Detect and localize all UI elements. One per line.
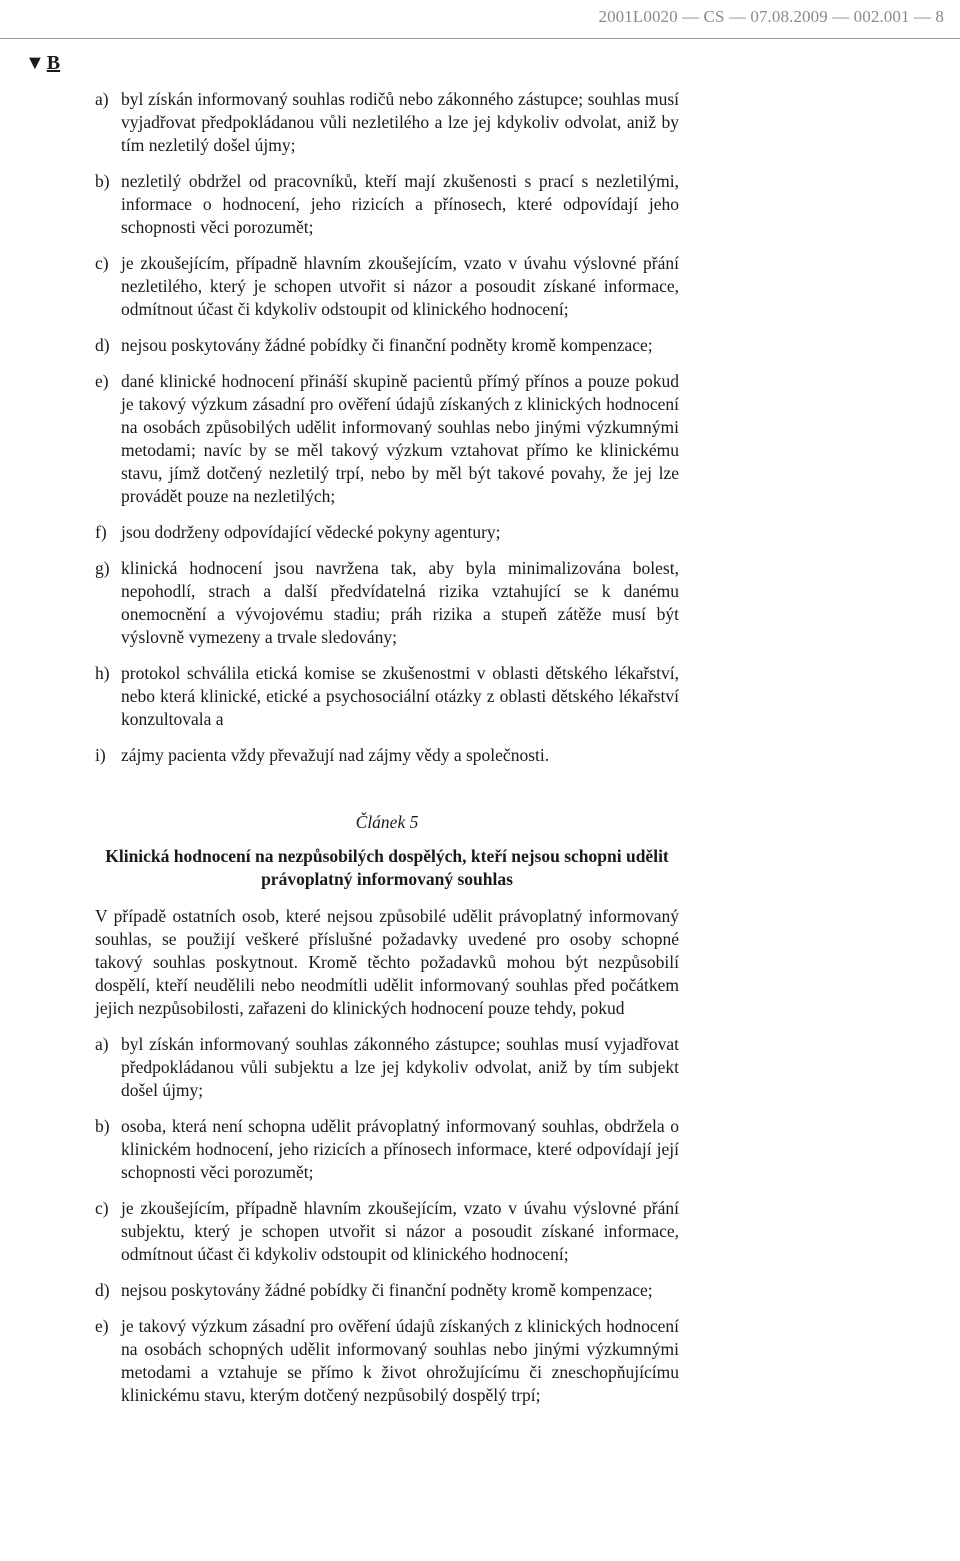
article-number: Článek 5 [355,812,419,832]
item-text: klinická hodnocení jsou navržena tak, aby byla minimalizována bolest, nepohodlí, strach a další předvídatelná rizika vztahující se k danému onemocnění a vývojovému stadiu; práh rizika a stupeň zátěže musí být výslovně vymezeny a trvale sledovány; [121,558,679,647]
item-letter: d) [95,1280,110,1300]
item-letter: a) [95,89,109,109]
marker-letter: B [46,52,61,74]
item-letter: h) [95,663,110,683]
item-text: dané klinické hodnocení přináší skupině pacientů přímý přínos a pouze pokud je takový výzkum zásadní pro ověření údajů získaných z klinických hodnocení na osobách způsobilých udělit informovaný souhlas nebo jinými výzkumnými metodami; navíc by se měl takový výzkum vztahovat přímo ke klinickému stavu, jímž dotčený nezletilý trpí, nebo by měl být takové povahy, že jej lze provádět pouze na nezletilých; [121,371,679,506]
item-letter: c) [95,253,109,273]
section-marker [25,52,60,75]
item-text: osoba, která není schopna udělit právoplatný informovaný souhlas, obdržela o klinickém hodnocení, jeho rizicích a přínosech informace, které odpovídají její schopnosti věci porozumět; [121,1116,679,1182]
list-item-d [95,334,679,357]
item-letter: a) [95,1034,109,1054]
item-text: nejsou poskytovány žádné pobídky či finanční podněty kromě kompenzace; [121,335,653,355]
item-letter: e) [95,371,109,391]
article-title: Klinická hodnocení na nezpůsobilých dospělých, kteří nejsou schopni udělit právoplatný informovaný souhlas [105,846,669,889]
item-text: jsou dodrženy odpovídající vědecké pokyny agentury; [121,522,501,542]
list-item-a [95,1033,679,1102]
list-item-e [95,1315,679,1407]
item-letter: g) [95,558,110,578]
item-text: protokol schválila etická komise se zkušenostmi v oblasti dětského lékařství, nebo která klinické, etické a psychosociální otázky z oblasti dětského lékařství konzultovala a [121,663,679,729]
item-letter: b) [95,171,110,191]
list-item-g [95,557,679,649]
list-item-e [95,370,679,508]
list-item-f [95,521,679,544]
list-item-h [95,662,679,731]
item-letter: c) [95,1198,109,1218]
item-letter: i) [95,745,106,765]
list-item-i [95,744,679,767]
item-text: nejsou poskytovány žádné pobídky či finanční podněty kromě kompenzace; [121,1280,653,1300]
page-header [0,0,960,39]
list-item-c [95,1197,679,1266]
item-text: je takový výzkum zásadní pro ověření údajů získaných z klinických hodnocení na osobách schopných udělit informovaný souhlas nebo jinými výzkumnými metodami a vztahuje se přímo k život ohrožujícímu či zneschopňujícímu klinickému stavu, kterým dotčený nezpůsobilý dospělý trpí; [121,1316,679,1405]
item-text: nezletilý obdržel od pracovníků, kteří mají zkušenosti s prací s nezletilými, informace o hodnocení, jeho rizicích a přínosech, které odpovídají jeho schopnosti věci porozumět; [121,171,679,237]
list-item-c [95,252,679,321]
list-item-b [95,170,679,239]
item-text: byl získán informovaný souhlas rodičů nebo zákonného zástupce; souhlas musí vyjadřovat předpokládanou vůli nezletilého a lze jej kdykoliv odvolat, aniž by tím nezletilý došel újmy; [121,89,679,155]
document-body [95,88,679,1407]
item-letter: d) [95,335,110,355]
list-item-b [95,1115,679,1184]
list-item-a [95,88,679,157]
item-letter: b) [95,1116,110,1136]
item-text: byl získán informovaný souhlas zákonného zástupce; souhlas musí vyjadřovat předpokládanou vůli subjektu a lze jej kdykoliv odvolat, aniž by tím subjekt došel újmy; [121,1034,679,1100]
document-reference: 2001L0020 — CS — 07.08.2009 — 002.001 — 8 [598,7,944,26]
item-text: zájmy pacienta vždy převažují nad zájmy vědy a společnosti. [121,745,550,765]
triangle-down-icon: ▼ [25,52,45,74]
item-text: je zkoušejícím, případně hlavním zkoušejícím, vzato v úvahu výslovné přání nezletilého, který je schopen utvořit si názor a posoudit získané informace, odmítnout účast či kdykoliv odstoupit od klinického hodnocení; [121,253,679,319]
item-text: je zkoušejícím, případně hlavním zkoušejícím, vzato v úvahu výslovné přání subjektu, který je schopen utvořit si názor a posoudit získané informace, odmítnout účast či kdykoliv odstoupit od klinického hodnocení; [121,1198,679,1264]
item-letter: e) [95,1316,109,1336]
item-letter: f) [95,522,107,542]
list-item-d [95,1279,679,1302]
article-intro-paragraph: V případě ostatních osob, které nejsou způsobilé udělit právoplatný informovaný souhlas, se použijí veškeré příslušné požadavky uvedené pro osoby schopné takový souhlas poskytnout. Kromě těchto požadavků mohou být nezpůsobilí dospělí, kteří neudělili nebo neodmítli udělit informovaný souhlas před počátkem jejich nezpůsobilosti, zařazeni do klinických hodnocení pouze tehdy, pokud [95,906,679,1018]
